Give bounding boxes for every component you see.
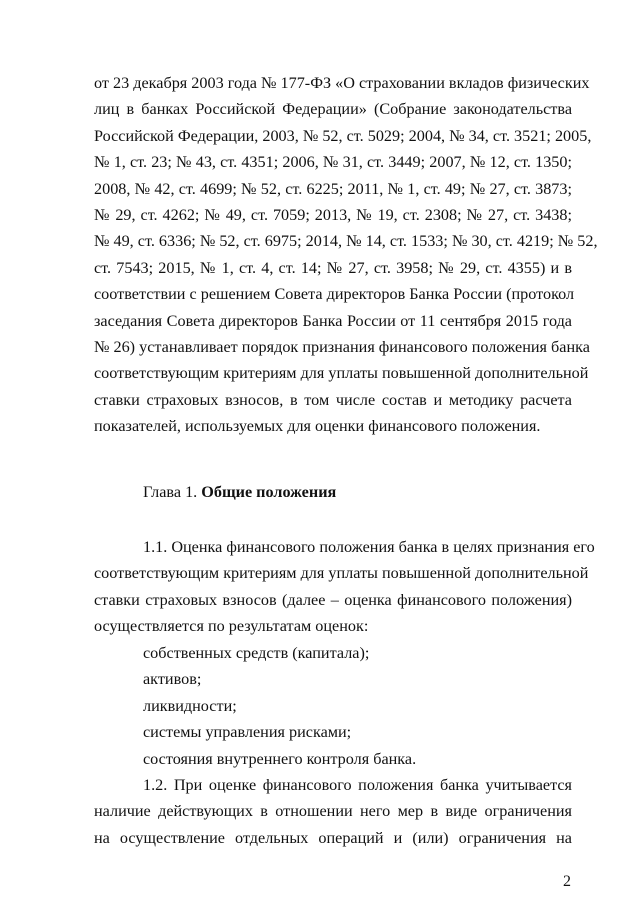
intro-line: 2008, № 42, ст. 4699; № 52, ст. 6225; 2011, № 1, ст. 49; № 27, ст. 3873; bbox=[94, 179, 572, 198]
section-line: на осуществление отдельных операций и (или) ограничения на bbox=[94, 828, 572, 847]
section-1-2 bbox=[94, 772, 572, 851]
section-line: наличие действующих в отношении него мер в виде ограничения bbox=[94, 802, 572, 821]
list-item: состояния внутреннего контроля банка. bbox=[143, 749, 417, 768]
intro-line: соответствии с решением Совета директоров Банка России (протокол bbox=[94, 285, 575, 304]
chapter-heading bbox=[143, 479, 336, 505]
intro-line: № 49, ст. 6336; № 52, ст. 6975; 2014, № 14, ст. 1533; № 30, ст. 4219; № 52, bbox=[94, 232, 598, 251]
intro-line: ставки страховых взносов, в том числе состав и методику расчета bbox=[94, 390, 572, 409]
intro-line: заседания Совета директоров Банка России от 11 сентября 2015 года bbox=[94, 311, 572, 330]
intro-line: № 29, ст. 4262; № 49, ст. 7059; 2013, № 19, ст. 2308; № 27, ст. 3438; bbox=[94, 206, 572, 225]
section-line: осуществляется по результатам оценок: bbox=[94, 617, 369, 636]
section-1-1 bbox=[94, 534, 595, 640]
page-number: 2 bbox=[563, 873, 571, 890]
intro-line: Российской Федерации, 2003, № 52, ст. 5029; 2004, № 34, ст. 3521; 2005, bbox=[94, 126, 592, 145]
list-item: ликвидности; bbox=[143, 696, 237, 715]
section-line: 1.1. Оценка финансового положения банка в целях признания его bbox=[143, 538, 595, 556]
intro-paragraph bbox=[94, 70, 598, 440]
list-item: собственных средств (капитала); bbox=[143, 644, 370, 662]
intro-line: от 23 декабря 2003 года № 177-ФЗ «О страховании вкладов физических bbox=[94, 74, 590, 92]
intro-line: показателей, используемых для оценки финансового положения. bbox=[94, 417, 541, 436]
chapter-prefix: Глава 1. bbox=[143, 483, 202, 501]
section-line: 1.2. При оценке финансового положения банка учитывается bbox=[143, 776, 572, 794]
intro-line: соответствующим критериям для уплаты повышенной дополнительной bbox=[94, 364, 589, 383]
intro-line: ст. 7543; 2015, № 1, ст. 4, ст. 14; № 27, ст. 3958; № 29, ст. 4355) и в bbox=[94, 258, 572, 277]
list-item: активов; bbox=[143, 670, 202, 689]
list-item: системы управления рисками; bbox=[143, 723, 352, 742]
intro-line: лиц в банках Российской Федерации» (Собрание законодательства bbox=[94, 100, 572, 119]
section-line: соответствующим критериям для уплаты повышенной дополнительной bbox=[94, 564, 589, 583]
intro-line: № 26) устанавливает порядок признания финансового положения банка bbox=[94, 338, 590, 357]
section-line: ставки страховых взносов (далее – оценка финансового положения) bbox=[94, 590, 572, 609]
assessment-list bbox=[143, 640, 416, 772]
chapter-title: Общие положения bbox=[201, 483, 337, 501]
intro-line: № 1, ст. 23; № 43, ст. 4351; 2006, № 31, ст. 3449; 2007, № 12, ст. 1350; bbox=[94, 153, 572, 172]
